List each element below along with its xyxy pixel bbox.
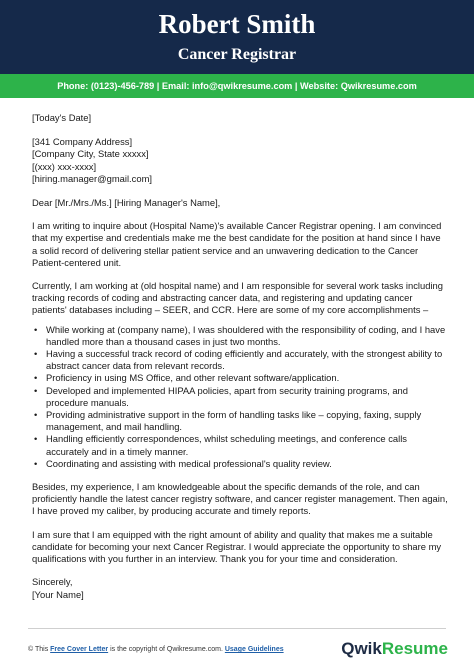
- footer-divider: [28, 628, 446, 629]
- paragraph-closing: I am sure that I am equipped with the right amount of ability and quality that makes me a suitable candidate for becoming your next Cancer Registrar. I would appreciate the opportunity to share my qualifications with you further in an interview. Thank you for your time and consideration.: [32, 528, 442, 565]
- accomplishments-list: [32, 324, 448, 470]
- paragraph-intro: I am writing to inquire about (Hospital Name)'s available Cancer Registrar opening. I am convinced that my expertise and credentials make me the best candidate for the position at hand since I have a solid record of delivering stellar patient service and an unwavering dedication to the Cancer Patient-centered unit.: [32, 220, 442, 268]
- list-item: • Proficiency in using MS Office, and other relevant software/application.: [32, 372, 448, 384]
- salutation: Dear [Mr./Mrs./Ms.] [Hiring Manager's Name],: [32, 197, 221, 209]
- page-footer: [0, 628, 474, 670]
- list-item: • Having a successful track record of coding efficiently and accurately, with the strongest ability to abstract cancer data from relevant records.: [32, 348, 448, 372]
- letter-body: [32, 112, 448, 601]
- qwikresume-logo[interactable]: [341, 639, 448, 659]
- logo-part-qwik: Qwik: [341, 639, 382, 658]
- contact-bar: Phone: (0123)-456-789 | Email: info@qwikresume.com | Website: Qwikresume.com: [0, 74, 474, 98]
- applicant-role: Cancer Registrar: [177, 46, 297, 63]
- signature-name: [Your Name]: [32, 588, 84, 600]
- copyright-prefix: © This: [28, 646, 49, 653]
- paragraph-current-role: Currently, I am working at (old hospital name) and I am responsible for several work tasks including tracking records of coding and abstracting cancer data, and registering and updating cancer patients' databases including – SEER, and CCR. Here are some of my core accomplishments –: [32, 280, 443, 316]
- applicant-name: Robert Smith: [158, 9, 316, 39]
- paragraph-knowledge: Besides, my experience, I am knowledgeable about the specific demands of the role, and can proficiently handle the latest cancer registry software, and cancer register management. Then again, I have proved my caliber, by producing accurate and timely reports.: [32, 481, 448, 517]
- logo-part-resume: Resume: [381, 639, 448, 658]
- address-line: [Company City, State xxxxx]: [32, 148, 149, 160]
- list-item: • Handling efficiently correspondences, whilst scheduling meetings, and conference calls accurately and in a timely manner.: [32, 433, 448, 457]
- sign-off: [32, 576, 448, 600]
- date-line: [Today's Date]: [32, 112, 92, 123]
- letter-date: [32, 112, 448, 124]
- copyright-middle: is the copyright of Qwikresume.com.: [110, 646, 223, 653]
- address-line: [hiring.manager@gmail.com]: [32, 172, 152, 184]
- free-cover-letter-link[interactable]: Free Cover Letter: [50, 646, 109, 653]
- list-item: • Coordinating and assisting with medical professional's quality review.: [32, 458, 448, 470]
- usage-guidelines-link[interactable]: Usage Guidelines: [224, 646, 284, 653]
- list-item: • Developed and implemented HIPAA policies, apart from security training programs, and procedure manuals.: [32, 385, 448, 409]
- list-item: • Providing administrative support in the form of handling tasks like – copying, faxing, supply management, and mail handling.: [32, 409, 448, 433]
- address-line: [341 Company Address]: [32, 136, 133, 148]
- letter-header: [0, 0, 474, 74]
- copyright-note: [28, 646, 284, 653]
- address-line: [(xxx) xxx-xxxx]: [32, 160, 97, 172]
- closing-word: Sincerely,: [32, 576, 73, 588]
- list-item: • While working at (company name), I was shouldered with the responsibility of coding, and I have handled more than a thousand cases in just two months.: [32, 324, 448, 348]
- recipient-address: [32, 136, 448, 185]
